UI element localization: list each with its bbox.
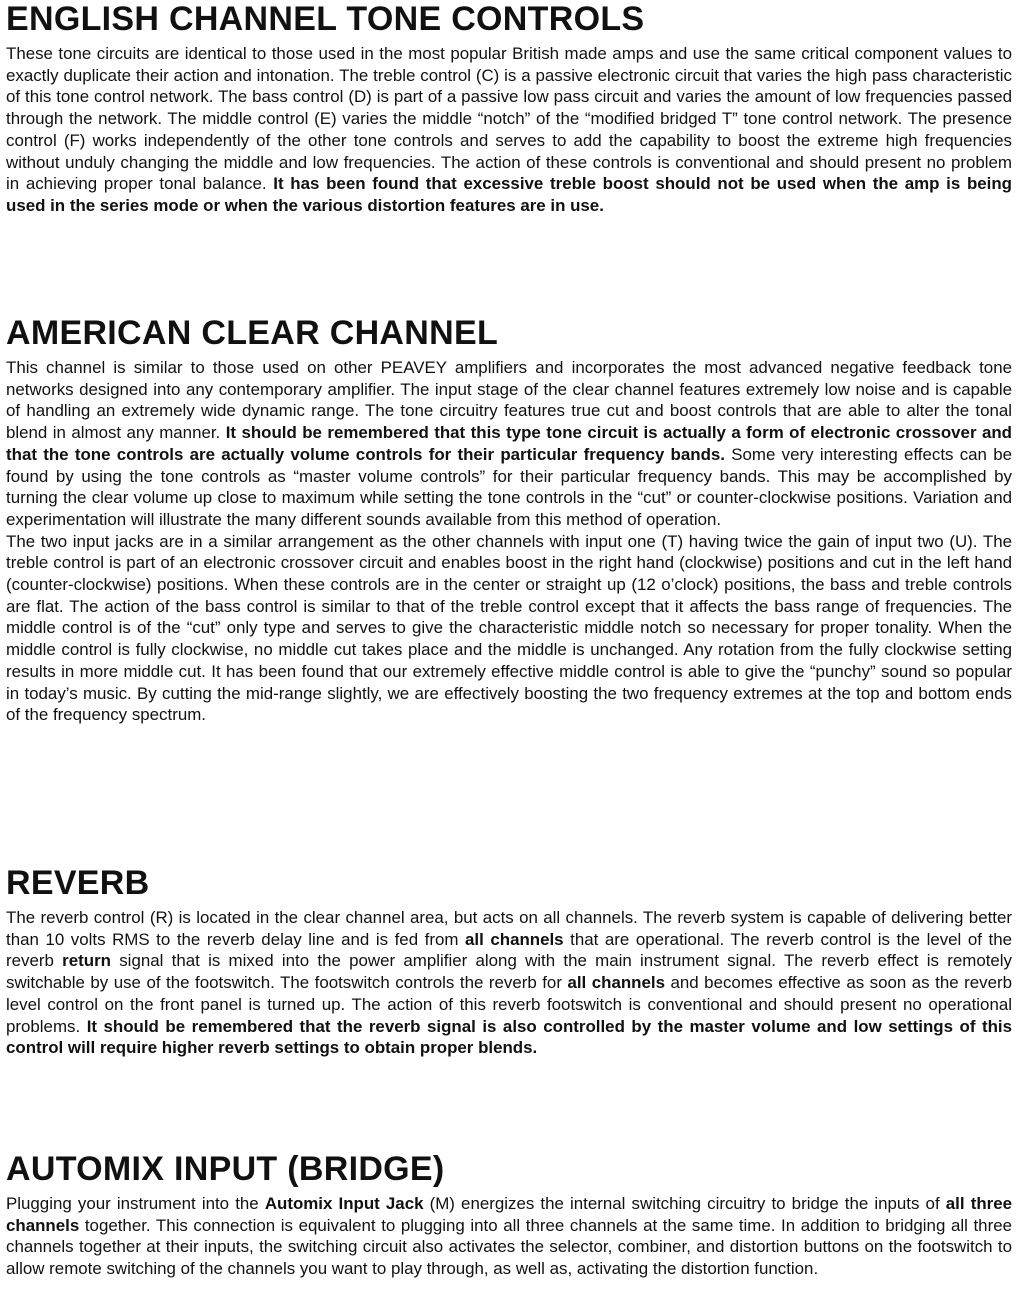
body-text: This channel is similar to those used on other PEAVEY amplifiers and incorporates the most advanced negative feedback tone networks designed into any contemporary amplifier. The input stage of the clear channel features extremely low noise and is capable of handling an extremely wide dynamic range. The tone circuitry features true cut and boost controls that are able to alter the tonal blend in almost any manner.: [6, 358, 1012, 443]
section-american-clear-channel: [6, 314, 1012, 726]
body-text: The two input jacks are in a similar arrangement as the other channels with input one (T) having twice the gain of input two (U). The treble control is part of an electronic crossover circuit and enables boost in the right hand (clockwise) positions and cut in the left hand (counter-clockwise) positions. When these controls are in the center or straight up (12 o’clock) positions, the bass and treble controls are flat. The action of the bass control is similar to that of the treble control except that it affects the bass range of frequencies. The middle control is of the “cut” only type and serves to give the characteristic middle notch so necessary for proper tonality. When the middle control is fully clockwise, no middle cut takes place and the middle is unchanged. Any rotation from the fully clockwise setting results in more middle cut. It has been found that our extremely effective middle control is able to give the “punchy” sound so popular in today’s music. By cutting the mid-range slightly, we are effectively boosting the two frequency extremes at the top and bottom ends of the frequency spectrum.: [6, 531, 1012, 725]
section-automix-input-bridge: [6, 1150, 1012, 1280]
body-text: Plugging your instrument into the: [6, 1194, 265, 1213]
section-paragraph: [6, 907, 1012, 1059]
body-text: that are operational. The reverb control is the level of the reverb: [6, 929, 1013, 971]
body-text: These tone circuits are identical to those used in the most popular British made amps and use the same critical component values to exactly duplicate their action and intonation. The treble control (C) is a passive electronic circuit that varies the high pass characteristic of this tone control network. The bass control (D) is part of a passive low pass circuit and varies the amount of low frequencies passed through the network. The middle control (E) varies the middle “notch” of the “modified bridged T” tone control network. The presence control (F) works independently of the other tone controls and serves to add the capability to boost the extreme high frequencies without unduly changing the middle and low frequencies. The action of these controls is conventional and should present no problem in achieving proper tonal balance.: [6, 44, 1012, 194]
emphasis-text: It should be remembered that the reverb signal is also controlled by the master volume and low settings of this control will require higher reverb settings to obtain proper blends.: [6, 1016, 1013, 1058]
section-paragraph: [6, 1193, 1012, 1280]
body-text: and becomes effective as soon as the reverb level control on the front panel is turned up. The action of this reverb footswitch is conventional and should present no operational problems.: [6, 973, 1012, 1036]
body-text: The reverb control (R) is located in the clear channel area, but acts on all channels. The reverb system is capable of delivering better than 10 volts RMS to the reverb delay line and is fed from: [6, 908, 1012, 949]
emphasis-text: It has been found that excessive treble boost should not be used when the amp is being used in the series mode or when the various distortion features are in use.: [6, 174, 1012, 215]
emphasis-text: all channels: [465, 929, 564, 949]
section-english-channel-tone-controls: [6, 0, 1012, 217]
body-text: Some very interesting effects can be found by using the tone controls as “master volume controls” for their particular frequency bands. This may be accomplished by turning the clear volume up close to maximum while setting the tone controls in the “cut” or counter-clockwise positions. Variation and experimentation will illustrate the many different sounds available from this method of operation.: [6, 444, 1013, 529]
section-paragraph: [6, 43, 1012, 217]
section-heading: AUTOMIX INPUT (BRIDGE): [6, 1150, 445, 1188]
section-heading: AMERICAN CLEAR CHANNEL: [6, 314, 499, 352]
emphasis-text: It should be remembered that this type tone circuit is actually a form of electronic crossover and that the tone controls are actually volume controls for their particular frequency bands.: [6, 423, 1012, 464]
body-text: (M) energizes the internal switching circuitry to bridge the inputs of: [423, 1194, 946, 1213]
emphasis-text: all channels: [567, 973, 665, 993]
section-reverb: [6, 864, 1012, 1059]
emphasis-text: return: [62, 951, 111, 971]
section-paragraph: [6, 357, 1012, 531]
section-paragraph: [6, 531, 1012, 726]
emphasis-text: Automix Input Jack: [264, 1194, 424, 1213]
body-text: together. This connection is equivalent to plugging into all three channels at the same time. In addition to bridging all three channels together at their inputs, the switching circuit also activates the selector, combiner, and distortion buttons on the footswitch to allow remote switching of the channels you want to play through, as well as, activating the distortion function.: [6, 1215, 1012, 1279]
body-text: signal that is mixed into the power amplifier along with the main instrument signal. The reverb effect is remotely switchable by use of the footswitch. The footswitch controls the reverb for: [6, 951, 1012, 993]
emphasis-text: all three channels: [6, 1194, 1012, 1235]
section-heading: REVERB: [6, 864, 150, 902]
section-heading: ENGLISH CHANNEL TONE CONTROLS: [6, 0, 645, 38]
